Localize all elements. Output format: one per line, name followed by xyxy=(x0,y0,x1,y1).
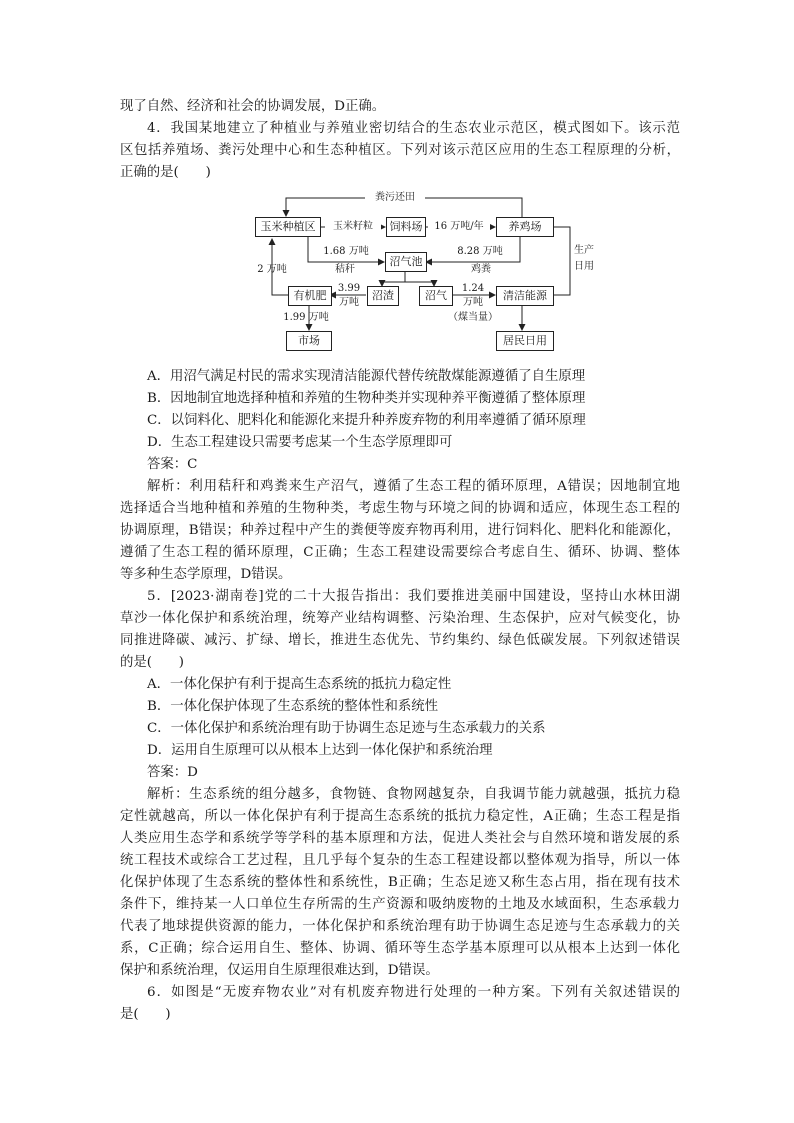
option-a: A．一体化保护有利于提高生态系统的抵抗力稳定性 xyxy=(147,677,452,692)
label-residue-unit: 万吨 xyxy=(339,297,359,308)
label-manure-amount: 8.28 万吨 xyxy=(457,246,503,257)
box-biogas-pool: 沼气池 xyxy=(385,252,427,272)
explanation-line: 条件下，维持某一人口单位生存所需的生产资源和吸纳废物的土地及水域面积，生态承载力 xyxy=(120,897,680,912)
answer: 答案：C xyxy=(147,457,198,472)
option-c: C．一体化保护和系统治理有助于协调生态足迹与生态承载力的关系 xyxy=(147,721,546,736)
explanation-line: 选择适合当地种植和养殖的生物种类，考虑生物与环境之间的协调和适应，体现生态工程的 xyxy=(120,501,680,516)
label-residue-amount: 3.99 xyxy=(337,283,361,294)
box-resident-use: 居民日用 xyxy=(496,331,554,351)
explanation-line: 等多种生态学原理，D错误。 xyxy=(120,567,292,582)
box-clean-energy: 清洁能源 xyxy=(496,286,554,306)
box-market: 市场 xyxy=(286,331,332,351)
explanation-line: 遵循了生态工程的循环原理，C正确；生态工程建设需要综合考虑自生、循环、协调、整体 xyxy=(120,545,680,560)
question-5-stem: 同推进降碳、减污、扩绿、增长，推进生态优先、节约集约、绿色低碳发展。下列叙述错误 xyxy=(120,633,680,648)
option-d: D．生态工程建设只需要考虑某一个生态学原理即可 xyxy=(147,435,453,450)
explanation-line: 解析：生态系统的组分越多，食物链、食物网越复杂，自我调节能力就越强，抵抗力稳 xyxy=(147,787,680,802)
label-production: 生产 xyxy=(574,245,594,256)
label-straw: 秸秆 xyxy=(330,264,360,276)
question-5-stem: 5．[2023·湖南卷]党的二十大报告指出：我们要推进美丽中国建设，坚持山水林田湖 xyxy=(147,589,680,604)
explanation-line: 人类应用生态学和系统学等学科的基本原理和方法，促进人类社会与自然环境和谐发展的系 xyxy=(120,831,680,846)
option-b: B．因地制宜地选择种植和养殖的生物种类并实现种养平衡遵循了整体原理 xyxy=(147,391,586,406)
question-5-stem: 的是( ) xyxy=(120,655,185,670)
question-4-stem: 区包括养殖场、粪污处理中心和生态种植区。下列对该示范区应用的生态工程原理的分析， xyxy=(120,143,680,158)
answer: 答案：D xyxy=(147,765,198,780)
box-biogas-residue: 沼渣 xyxy=(367,286,399,306)
explanation-line: 统工程技术或综合工艺过程，且几乎每个复杂的生态工程建设都以整体观为指导，所以一体 xyxy=(120,853,680,868)
explanation-line: 系，C正确；综合运用自生、整体、协调、循环等生态学基本原理可以从根本上达到一体化 xyxy=(120,941,680,956)
option-b: B．一体化保护体现了生态系统的整体性和系统性 xyxy=(147,699,439,714)
option-a: A．用沼气满足村民的需求实现清洁能源代替传统散煤能源遵循了自生原理 xyxy=(147,369,586,384)
label-daily: 日用 xyxy=(574,261,594,272)
label-straw-amount: 1.68 万吨 xyxy=(323,246,369,257)
label-two-wan-dun: 2 万吨 xyxy=(257,264,287,275)
box-organic-fertilizer: 有机肥 xyxy=(288,286,332,306)
question-4-stem: 正确的是( ) xyxy=(120,165,211,180)
explanation-line: 定性就越高，所以一体化保护有利于提高生态系统的抵抗力稳定性，A正确；生态工程是指 xyxy=(120,809,680,824)
box-chicken-farm: 养鸡场 xyxy=(496,217,554,237)
explanation-line: 化保护体现了生态系统的整体性和系统性，B正确；生态足迹又称生态占用，指在现有技术 xyxy=(120,875,680,890)
question-6-stem: 6．如图是“无废弃物农业”对有机废弃物进行处理的一种方案。下列有关叙述错误的 xyxy=(147,985,680,1000)
box-feed-plant: 饲料场 xyxy=(386,217,426,237)
box-biogas: 沼气 xyxy=(419,286,453,306)
question-4-stem: 4．我国某地建立了种植业与养殖业密切结合的生态农业示范区，模式图如下。该示范 xyxy=(147,121,680,136)
option-c: C．以饲料化、肥料化和能源化来提升种养废弃物的利用率遵循了循环原理 xyxy=(147,413,586,428)
explanation-line: 解析：利用秸秆和鸡粪来生产沼气，遵循了生态工程的循环原理，A错误；因地制宜地 xyxy=(147,479,680,494)
label-gas-unit: 万吨 xyxy=(463,297,483,308)
explanation-line: 保护和系统治理，仅运用自生原理很难达到，D错误。 xyxy=(120,963,439,978)
label-manure: 鸡粪 xyxy=(466,264,496,276)
question-6-stem: 是( ) xyxy=(120,1007,171,1022)
question-5-stem: 草沙一体化保护和系统治理，统筹产业结构调整、污染治理、生态保护，应对气候变化，协 xyxy=(120,611,680,626)
label-market-amount: 1.99 万吨 xyxy=(283,312,329,323)
label-coal-equivalent: （煤当量） xyxy=(448,312,498,323)
option-d: D．运用自生原理可以从根本上达到一体化保护和系统治理 xyxy=(147,743,493,758)
explanation-line: 代表了地球提供资源的能力，一体化保护和系统治理有助于协调生态足迹与生态承载力的关 xyxy=(120,919,680,934)
box-corn-field: 玉米种植区 xyxy=(255,217,321,237)
label-corn-grain: 玉米籽粒 xyxy=(325,221,381,233)
label-manure-to-field: 粪污还田 xyxy=(365,192,425,204)
label-gas-amount: 1.24 xyxy=(461,283,485,294)
explanation-line: 协调原理，B错误；种养过程中产生的粪便等废弃物再利用，进行饲料化、肥料化和能源化， xyxy=(120,523,680,538)
paragraph-line: 现了自然、经济和社会的协调发展，D正确。 xyxy=(120,99,386,114)
label-feed-amount: 16 万吨/年 xyxy=(428,221,490,233)
